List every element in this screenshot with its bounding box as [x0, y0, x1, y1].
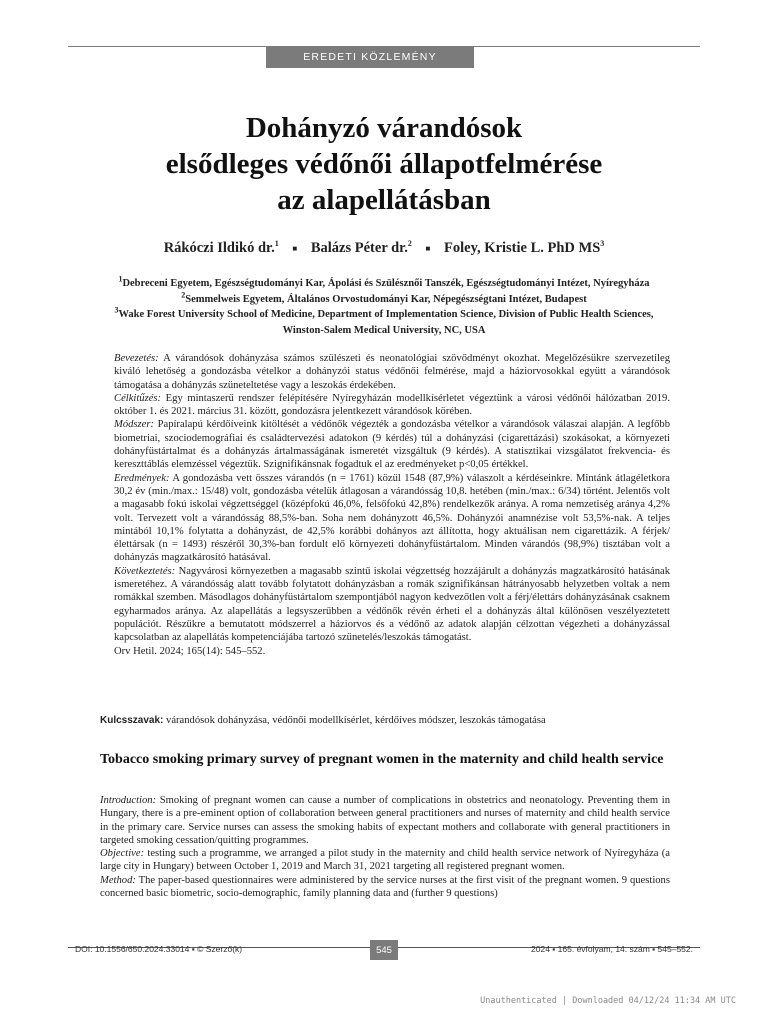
affil-text: Wake Forest University School of Medicine, Department of Implementation Science, Division of Public Health Sciences, Winston-Salem Medical University, NC, USA	[118, 309, 654, 336]
section-body: A várandósok dohányzása számos szülészeti és neonatológiai szövődményt okozhat. Megelőzésükre szervezetileg kiváló lehetőség a gondozásba vételkor a dohányzói status védőnői felmérése, majd a háziorvosokkal együtt a várandósok támogatása a dohányzás szüneteltetése vagy a leszokás érdekében.	[114, 353, 670, 391]
abstract-introduction	[114, 352, 670, 392]
title-line: az alapellátásban	[277, 184, 491, 216]
page-number: 545	[370, 940, 398, 960]
author-name: Rákóczi Ildikó dr.	[163, 240, 275, 256]
keywords-label: Kulcsszavak:	[100, 715, 164, 726]
author-separator: ■	[292, 244, 298, 254]
title-line: Dohányzó várandósok	[245, 112, 523, 144]
author-affil-mark: 1	[274, 239, 279, 249]
english-title: Tobacco smoking primary survey of pregnant women in the maternity and child health service	[100, 752, 664, 767]
abstract-introduction	[100, 794, 670, 847]
section-label-text: Method:	[100, 874, 136, 886]
abstract-objective	[114, 392, 670, 419]
affiliation	[100, 307, 668, 338]
affil-mark: 3	[114, 305, 119, 315]
title-line: elsődleges védőnői állapotfelmérése	[165, 148, 603, 180]
section-label-text: Célkitűzés:	[114, 392, 162, 404]
abstract-method	[114, 418, 670, 471]
section-body: A gondozásba vett összes várandós (n = 1761) közül 1548 (87,9%) válaszolt a kérdéseinkre. Mintánk átlagéletkora 30,2 év (min./max.: 15/48) volt, gondozásba vételük átlagosan a várandósság 10,8. hetében (min./max.: 6/34) történt. Jelentős volt a magasabb fokú iskolai végzettséggel (középfokú 46,0%, felsőfokú 42,8%) rendelkezők aránya. A roma nemzetiség aránya 4,2% volt. Tervezett volt a várandósság 88,5%-ban. Soha nem dohányzott 46,5%. Dohányzói anamnézise volt 53,5%-nak. A teljes mintából 10,1% folytatta a dohányzást, de 42,5% korábbi dohányos azt állította, hogy aktuálisan nem cigarettázik. A férjek/élettársak (n = 1493) részéről 30,3%-ban fordult elő környezeti dohányfüstártalom. Minden várandós (98,9%) tisztában volt a dohányzás magzatkárosító hatásával.	[114, 472, 670, 564]
section-label-text: Következtetés:	[114, 565, 176, 577]
keywords-text: várandósok dohányzása, védőnői modellkísérlet, kérdőíves módszer, leszokás támogatása	[166, 715, 546, 726]
abstract-conclusion	[114, 565, 670, 645]
affil-mark: 1	[118, 274, 123, 284]
abstract-hu	[114, 352, 670, 658]
doi-text[interactable]: DOI: 10.1556/650.2024.33014	[75, 944, 190, 954]
affil-text: Semmelweis Egyetem, Általános Orvostudományi Kar, Népegészségtani Intézet, Budapest	[185, 293, 587, 305]
author-separator: ■	[425, 244, 431, 254]
section-label-text: Introduction:	[100, 795, 157, 806]
footer-issue: 2024 ▪ 165. évfolyam, 14. szám ▪ 545–552.	[531, 944, 693, 954]
affil-text: Debreceni Egyetem, Egészségtudományi Kar, Ápolási és Szülésznői Tanszék, Egészségtudományi Intézet, Nyíregyháza	[122, 278, 650, 289]
abstract-en	[100, 794, 670, 900]
author-affil-mark: 3	[600, 239, 605, 249]
section-body: Smoking of pregnant women can cause a number of complications in obstetrics and neonatology. Preventing them in Hungary, there is a pre-eminent option of collaboration between general practitioners and nurses of maternity and child health service in the primary care. Service nurses can assess the smoking habits of expectant mothers and collaborate with general practitioners in targeted smoking cessation/quitting programmes.	[100, 795, 670, 846]
section-body: The paper-based questionnaires were administered by the service nurses at the first visit of the pregnant women. 9 questions concerned basic biometric, socio-demographic, family planning data and (further 9 questions)	[100, 874, 670, 900]
download-watermark: Unauthenticated | Downloaded 04/12/24 11:34 AM UTC	[480, 996, 736, 1006]
abstract-method	[100, 874, 670, 901]
section-label-text: Objective:	[100, 848, 145, 860]
affil-mark: 2	[181, 290, 186, 299]
author-list	[68, 240, 700, 257]
section-label-text: Eredmények:	[114, 472, 170, 484]
abstract-results	[114, 472, 670, 565]
affiliation	[100, 292, 668, 308]
citation: Orv Hetil. 2024; 165(14): 545–552.	[114, 645, 266, 657]
affiliations	[100, 276, 668, 338]
author-name: Balázs Péter dr.	[310, 240, 408, 256]
section-label-text: Módszer:	[114, 419, 155, 431]
copyright-text: © Szerző(k)	[197, 944, 243, 954]
section-body: Nagyvárosi környezetben a magasabb szintű iskolai végzettség hozzájárult a dohányzás magzatkárosító hatásának ismeretéhez. A várandósság alatt tovább folytatott dohányzásban a romák szignifikánsan hátrányosabb helyzetben voltak a nem romákkal szemben. Másodlagos dohányfüstártalom szempontjából nagyon kedvezőtlen volt a férj/élettárs dohányzásának csaknem egyharmados aránya. Az alapellátás a legsyszerűbben a védőnők révén érheti el a dohányzás által különösen veszélyeztetett populációt. Részükre a bemutatott módszerrel a háziorvos és a védőnő az adatok alapján célzottan végezheti a dohányzással kapcsolatban az alapellátás kompetenciájába tartozó szünetelés/leszokás támogatást.	[114, 565, 670, 644]
author-affil-mark: 2	[407, 239, 412, 249]
section-body: testing such a programme, we arranged a pilot study in the maternity and child health service network of Nyíregyháza (a large city in Hungary) between October 1, 2019 and March 31, 2021 targeting all registered pregnant women.	[100, 848, 670, 873]
abstract-objective	[100, 847, 670, 874]
author-name: Foley, Kristie L. PhD MS	[444, 240, 601, 256]
section-label: EREDETI KÖZLEMÉNY	[266, 46, 474, 68]
article-title	[68, 110, 700, 218]
footer-doi: DOI: 10.1556/650.2024.33014 ▪ © Szerző(k)	[75, 944, 243, 954]
keywords	[100, 714, 680, 728]
section-body: Papíralapú kérdőíveink kitöltését a védőnők végezték a gondozásba vételkor a várandósok válaszai alapján. A legfőbb biometriai, szociodemográfiai és családtervezési adatokon (9 kérdés) túl a dohányzási (cigarettázási) szokásokat, a környezeti dohányfüstártalmat és a dohányzás ártalmasságának ismeretét vizsgáltuk (9 kérdés). A statisztikai vizsgálatot frekvencia- és kereszttáblás elemzéssel végeztük. Szignifikánsnak fogadtuk el az eredményeket p<0,05 értékkel.	[114, 419, 671, 471]
section-label-text: Bevezetés:	[114, 353, 159, 364]
section-body: Egy mintaszerű rendszer felépítésére Nyíregyházán modellkísérletet végeztünk a városi védőnői hálózatban 2019. október 1. és 2021. március 31. között, gondozásra jelentkezett várandósok körében.	[114, 392, 670, 418]
